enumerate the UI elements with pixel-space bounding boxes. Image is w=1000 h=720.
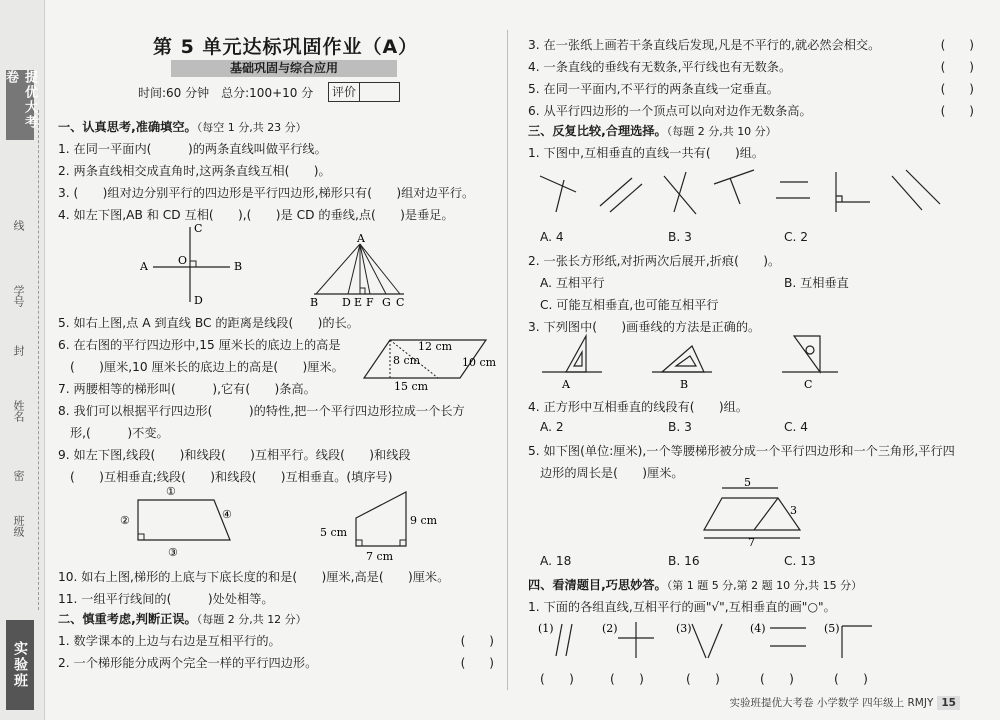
q2-6-answer[interactable]: ( ) bbox=[940, 104, 974, 118]
q3-2-opt-c[interactable]: C. 可能互相垂直,也可能互相平行 bbox=[540, 298, 719, 312]
student-id-label: 学号 bbox=[12, 285, 25, 307]
q1-4: 4. 如左下图,AB 和 CD 互相( ),( )是 CD 的垂线,点( )是垂足。 bbox=[58, 208, 454, 222]
q1-8a: 8. 我们可以根据平行四边形( )的特性,把一个平行四边形拉成一个长方 bbox=[58, 404, 465, 418]
figure-parallelogram bbox=[358, 334, 498, 392]
q1-2: 2. 两条直线相交成直角时,这两条直线互相( )。 bbox=[58, 164, 331, 178]
figure-triangle-heights bbox=[308, 234, 418, 308]
label-O: O bbox=[178, 254, 188, 267]
q3-2: 2. 一张长方形纸,对折两次后展开,折痕( )。 bbox=[528, 254, 781, 268]
q3-5-opt-c[interactable]: C. 13 bbox=[784, 554, 816, 568]
label-A: A bbox=[140, 260, 148, 273]
svg-text:E: E bbox=[354, 296, 363, 308]
section-4-title: 四、看清题目,巧思妙答。（第 1 题 5 分,第 2 题 10 分,共 15 分） bbox=[528, 578, 863, 592]
svg-text:15 cm: 15 cm bbox=[394, 380, 429, 392]
svg-text:5: 5 bbox=[744, 478, 751, 489]
q3-5-opt-a[interactable]: A. 18 bbox=[540, 554, 572, 568]
binding-spine bbox=[0, 0, 45, 720]
q3-5a: 5. 如下图(单位:厘米),一个等腰梯形被分成一个平行四边形和一个三角形,平行四 bbox=[528, 444, 955, 458]
q1-1: 1. 在同一平面内( )的两条直线叫做平行线。 bbox=[58, 142, 327, 156]
svg-text:B: B bbox=[310, 296, 319, 308]
svg-text:12 cm: 12 cm bbox=[418, 340, 453, 353]
eval-label: 评价 bbox=[329, 83, 360, 101]
svg-text:(4): (4) bbox=[750, 622, 766, 635]
q4-1: 1. 下面的各组直线,互相平行的画"√",互相垂直的画"○"。 bbox=[528, 600, 836, 614]
svg-text:7: 7 bbox=[748, 536, 755, 548]
figure-right-trapezoid bbox=[320, 484, 450, 564]
cut-line bbox=[38, 110, 39, 610]
q2-1: 1. 数学课本的上边与右边是互相平行的。 bbox=[58, 634, 281, 648]
q1-3: 3. ( )组对边分别平行的四边形是平行四边形,梯形只有( )组对边平行。 bbox=[58, 186, 475, 200]
q2-5: 5. 在同一平面内,不平行的两条直线一定垂直。 bbox=[528, 82, 779, 96]
q4-1-answer-2[interactable]: ( ) bbox=[610, 672, 644, 686]
column-divider bbox=[507, 30, 508, 690]
svg-text:8 cm: 8 cm bbox=[393, 354, 421, 367]
q3-4-opt-b[interactable]: B. 3 bbox=[668, 420, 692, 434]
q1-9a: 9. 如左下图,线段( )和线段( )互相平行。线段( )和线段 bbox=[58, 448, 411, 462]
svg-text:C: C bbox=[804, 378, 813, 391]
q3-2-opt-b[interactable]: B. 互相垂直 bbox=[784, 276, 849, 290]
svg-text:③: ③ bbox=[168, 546, 178, 559]
q3-4-opt-a[interactable]: A. 2 bbox=[540, 420, 564, 434]
figure-numbered-quad bbox=[118, 484, 238, 560]
q1-9b: ( )互相垂直;线段( )和线段( )互相垂直。(填序号) bbox=[70, 470, 393, 484]
q2-2: 2. 一个梯形能分成两个完全一样的平行四边形。 bbox=[58, 656, 318, 670]
class-label: 班级 bbox=[12, 515, 25, 537]
section-2-title: 二、慎重考虑,判断正误。（每题 2 分,共 12 分） bbox=[58, 612, 307, 626]
section-3-title: 三、反复比较,合理选择。（每题 2 分,共 10 分） bbox=[528, 124, 777, 138]
q2-2-answer[interactable]: ( ) bbox=[460, 656, 494, 670]
q4-1-answer-4[interactable]: ( ) bbox=[760, 672, 794, 686]
svg-text:(1): (1) bbox=[538, 622, 554, 635]
svg-text:7 cm: 7 cm bbox=[366, 550, 394, 563]
q4-1-answer-3[interactable]: ( ) bbox=[686, 672, 720, 686]
exam-meta: 时间:60 分钟 总分:100+10 分 bbox=[138, 86, 314, 100]
svg-text:②: ② bbox=[120, 514, 130, 527]
svg-text:3: 3 bbox=[790, 504, 797, 517]
figure-set-squares bbox=[542, 332, 842, 392]
q2-6: 6. 从平行四边形的一个顶点可以向对边作无数条高。 bbox=[528, 104, 812, 118]
svg-text:①: ① bbox=[166, 485, 176, 498]
q4-1-answer-5[interactable]: ( ) bbox=[834, 672, 868, 686]
q2-5-answer[interactable]: ( ) bbox=[940, 82, 974, 96]
q3-5-opt-b[interactable]: B. 16 bbox=[668, 554, 700, 568]
q3-2-opt-a[interactable]: A. 互相平行 bbox=[540, 276, 605, 290]
seal-seal-label: 封 bbox=[12, 345, 25, 356]
svg-text:C: C bbox=[396, 296, 405, 308]
svg-text:B: B bbox=[680, 378, 689, 391]
q1-6b: ( )厘米,10 厘米长的底边上的高是( )厘米。 bbox=[70, 360, 344, 374]
section-1-title: 一、认真思考,准确填空。（每空 1 分,共 23 分） bbox=[58, 120, 307, 134]
q1-5: 5. 如右上图,点 A 到直线 BC 的距离是线段( )的长。 bbox=[58, 316, 359, 330]
q3-1: 1. 下图中,互相垂直的直线一共有( )组。 bbox=[528, 146, 765, 160]
seal-line-label: 线 bbox=[12, 220, 25, 231]
brand-logo: 提优大考卷 bbox=[6, 70, 34, 140]
q1-11: 11. 一组平行线间的( )处处相等。 bbox=[58, 592, 274, 606]
svg-text:F: F bbox=[366, 296, 374, 308]
name-label: 姓名 bbox=[12, 400, 25, 422]
svg-text:G: G bbox=[382, 296, 391, 308]
q4-1-answer-1[interactable]: ( ) bbox=[540, 672, 574, 686]
label-D: D bbox=[194, 294, 203, 307]
q3-4: 4. 正方形中互相垂直的线段有( )组。 bbox=[528, 400, 749, 414]
page-footer: 实验班提优大考卷 小学数学 四年级上 RMJY 15 bbox=[729, 695, 960, 710]
q3-1-opt-a[interactable]: A. 4 bbox=[540, 230, 564, 244]
figure-line-pairs bbox=[536, 162, 966, 222]
page-subtitle: 基础巩固与综合应用 bbox=[171, 60, 397, 77]
seal-mi-label: 密 bbox=[12, 470, 25, 481]
q1-6a: 6. 在右图的平行四边形中,15 厘米长的底边上的高是 bbox=[58, 338, 341, 352]
svg-text:5 cm: 5 cm bbox=[320, 526, 348, 539]
svg-text:D: D bbox=[342, 296, 351, 308]
svg-text:(5): (5) bbox=[824, 622, 840, 635]
q1-7: 7. 两腰相等的梯形叫( ),它有( )条高。 bbox=[58, 382, 316, 396]
label-B: B bbox=[234, 260, 243, 273]
svg-text:A: A bbox=[357, 234, 365, 245]
q2-1-answer[interactable]: ( ) bbox=[460, 634, 494, 648]
page-title: 第 5 单元达标巩固作业（A） bbox=[153, 36, 419, 58]
svg-text:9 cm: 9 cm bbox=[410, 514, 438, 527]
q3-1-opt-b[interactable]: B. 3 bbox=[668, 230, 692, 244]
svg-text:10 cm: 10 cm bbox=[462, 356, 497, 369]
q3-3: 3. 下列图中( )画垂线的方法是正确的。 bbox=[528, 320, 761, 334]
q2-3-answer[interactable]: ( ) bbox=[940, 38, 974, 52]
figure-perpendicular-cross bbox=[138, 222, 248, 312]
q3-1-opt-c[interactable]: C. 2 bbox=[784, 230, 809, 244]
label-C: C bbox=[194, 222, 203, 235]
q3-5b: 边形的周长是( )厘米。 bbox=[540, 466, 684, 480]
svg-text:A: A bbox=[562, 378, 570, 391]
q3-4-opt-c[interactable]: C. 4 bbox=[784, 420, 809, 434]
svg-text:(2): (2) bbox=[602, 622, 618, 635]
brand-logo-2: 实验班 bbox=[6, 620, 34, 710]
svg-text:④: ④ bbox=[222, 508, 232, 521]
q2-4-answer[interactable]: ( ) bbox=[940, 60, 974, 74]
figure-line-groups bbox=[536, 618, 876, 662]
figure-isosceles-trapezoid bbox=[700, 478, 820, 548]
q1-8b: 形,( )不变。 bbox=[70, 426, 169, 440]
svg-text:(3): (3) bbox=[676, 622, 692, 635]
eval-box[interactable] bbox=[328, 82, 400, 102]
q2-4: 4. 一条直线的垂线有无数条,平行线也有无数条。 bbox=[528, 60, 792, 74]
q2-3: 3. 在一张纸上画若干条直线后发现,凡是不平行的,就必然会相交。 bbox=[528, 38, 881, 52]
q1-10: 10. 如右上图,梯形的上底与下底长度的和是( )厘米,高是( )厘米。 bbox=[58, 570, 450, 584]
page-number: 15 bbox=[937, 696, 960, 710]
